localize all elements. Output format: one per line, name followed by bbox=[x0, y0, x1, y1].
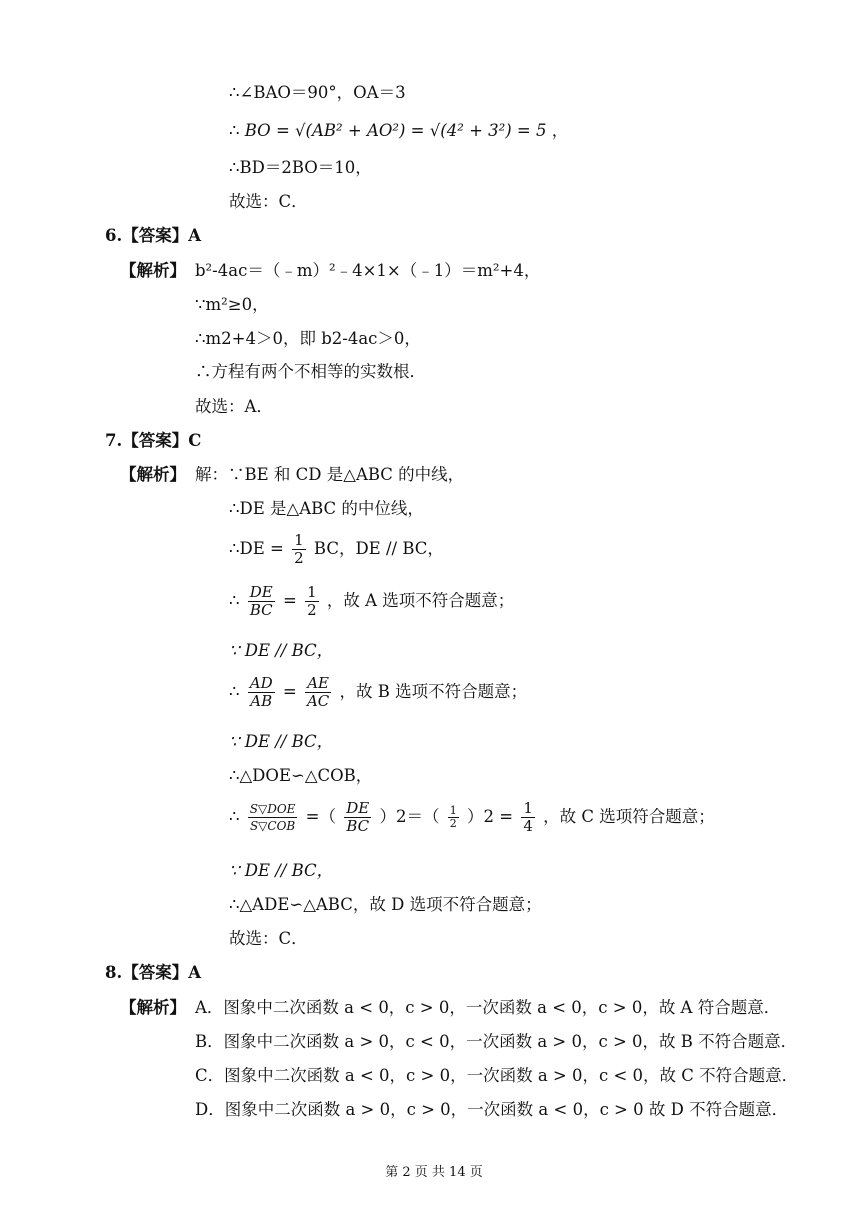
formula-line: ∴ $\frac{AD}{AB}$ = $\frac{AE}{AC}$ ，故 B 选项不符合题意； bbox=[229, 674, 528, 710]
text-fragment: ）2＝（ bbox=[379, 807, 440, 826]
denominator: AC bbox=[306, 692, 330, 710]
text-line: b²-4ac＝（﹣m）²﹣4×1×（﹣1）＝m²+4， bbox=[195, 261, 541, 280]
denominator: S▽COB bbox=[249, 819, 296, 833]
text-fragment: ，故 B 选项不符合题意； bbox=[339, 682, 528, 701]
text-line: ∴△DOE∽△COB， bbox=[229, 766, 373, 785]
equals: = bbox=[282, 591, 297, 610]
text-line: 故选：A． bbox=[195, 397, 273, 416]
fraction bbox=[248, 584, 275, 619]
denominator: 2 bbox=[294, 549, 304, 567]
fraction bbox=[344, 800, 371, 835]
fraction bbox=[248, 675, 275, 710]
text-line: ∴BD＝2BO＝10， bbox=[229, 158, 372, 177]
fraction bbox=[292, 532, 306, 567]
therefore-symbol: ∴ bbox=[229, 121, 240, 140]
text-fragment: ∴DE = bbox=[229, 539, 284, 558]
analysis-label: 【解析】 bbox=[120, 261, 186, 280]
option-line: A．图象中二次函数 a < 0，c > 0，一次函数 a < 0，c > 0，故 A 符合题意． bbox=[195, 998, 781, 1017]
numerator: 1 bbox=[449, 804, 457, 817]
answer-heading-6: 6.【答案】A bbox=[105, 226, 202, 245]
text-fragment: ）2 = bbox=[466, 807, 514, 826]
numerator: DE bbox=[346, 799, 370, 817]
fraction bbox=[305, 675, 331, 710]
text-fragment: =（ bbox=[305, 807, 336, 826]
numerator: AD bbox=[249, 674, 273, 692]
denominator: 4 bbox=[523, 817, 533, 835]
numerator: 1 bbox=[294, 531, 304, 549]
answer-heading-8: 8.【答案】A bbox=[105, 963, 202, 982]
text-line: ∴△ADE∽△ABC，故 D 选项不符合题意； bbox=[229, 895, 542, 914]
numerator: S▽DOE bbox=[249, 802, 296, 816]
fraction bbox=[305, 584, 319, 619]
numerator: AE bbox=[307, 674, 329, 692]
fraction bbox=[521, 800, 535, 835]
text-fragment: BC，DE // BC， bbox=[313, 539, 444, 558]
text-fragment: ，故 A 选项不符合题意； bbox=[326, 591, 515, 610]
fraction bbox=[248, 801, 298, 834]
denominator: AB bbox=[250, 692, 273, 710]
analysis-label: 【解析】 bbox=[120, 998, 186, 1017]
denominator: 2 bbox=[449, 817, 457, 830]
formula-line bbox=[229, 532, 444, 567]
formula-line: ∴ $\frac{DE}{BC}$ = $\frac{1}{2}$ ，故 A 选项不符合题意； bbox=[229, 583, 515, 619]
text-line: ∵ DE // BC， bbox=[229, 732, 334, 751]
text-line: 故选：C． bbox=[229, 929, 308, 948]
analysis-label: 【解析】 bbox=[120, 465, 186, 484]
option-line: D．图象中二次函数 a > 0，c > 0，一次函数 a < 0，c > 0 故 D 不符合题意． bbox=[195, 1100, 789, 1119]
formula-line: ∴ $\frac{\text{S▽DOE}}{\text{S▽COB}}$ =（ $\frac{DE}{BC}$ ）2＝（ $\frac{1}{2}$ ）2 = $\frac{1}{4}$ ，故 C 选项符合题意； bbox=[229, 799, 715, 835]
numerator: DE bbox=[249, 583, 273, 601]
denominator: 2 bbox=[307, 601, 317, 619]
text-line: ∴∠BAO＝90°，OA＝3 bbox=[229, 83, 406, 102]
numerator: 1 bbox=[307, 583, 317, 601]
numerator: 1 bbox=[523, 799, 533, 817]
option-line: C．图象中二次函数 a < 0，c > 0，一次函数 a > 0，c < 0，故 C 不符合题意． bbox=[195, 1066, 799, 1085]
text-line: ∴DE 是△ABC 的中位线， bbox=[229, 499, 424, 518]
formula: BO = √(AB² + AO²) = √(4² + 3²) = 5 bbox=[244, 121, 547, 140]
text-line: ∵m²≥0， bbox=[195, 295, 269, 314]
formula-line bbox=[229, 118, 568, 144]
text-line: ∵ DE // BC， bbox=[229, 861, 334, 880]
text-line: ∴m2+4＞0，即 b2-4ac＞0， bbox=[195, 329, 421, 348]
text-line: ∵ DE // BC， bbox=[229, 641, 334, 660]
page-footer: 第 2 页 共 14 页 bbox=[385, 1165, 483, 1180]
text-fragment: ，故 C 选项符合题意； bbox=[543, 807, 715, 826]
denominator: BC bbox=[249, 601, 273, 619]
answer-heading-7: 7.【答案】C bbox=[105, 431, 202, 450]
option-line: B．图象中二次函数 a > 0，c < 0，一次函数 a > 0，c > 0，故 B 不符合题意． bbox=[195, 1032, 798, 1051]
denominator: BC bbox=[346, 817, 370, 835]
fraction bbox=[448, 805, 459, 830]
text-line: ∴方程有两个不相等的实数根． bbox=[195, 362, 426, 381]
text-line: 故选：C． bbox=[229, 192, 308, 211]
text-line: 解：∵BE 和 CD 是△ABC 的中线， bbox=[195, 465, 465, 484]
punct: ， bbox=[551, 121, 569, 140]
